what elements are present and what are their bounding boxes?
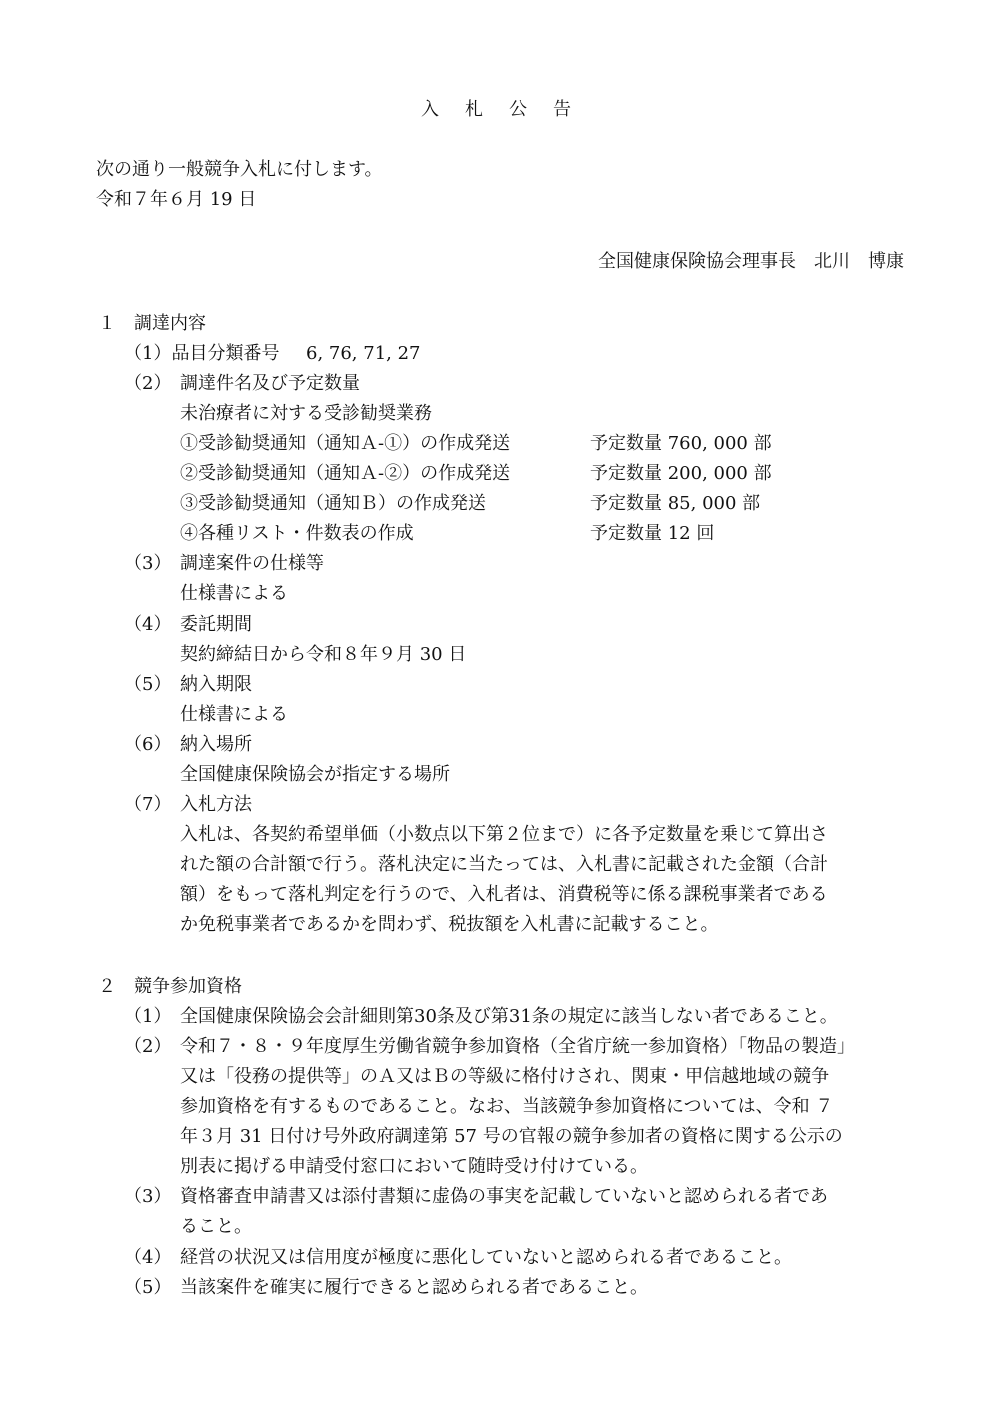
qualification-line: 全国健康保険協会会計細則第30条及び第31条の規定に該当しない者であること。	[180, 1006, 838, 1027]
item2-service: 未治療者に対する受診勧奨業務	[180, 403, 432, 424]
item1-value: 6, 76, 71, 27	[306, 343, 421, 364]
item7-body-line: 額）をもって落札判定を行うので、入札者は、消費税等に係る課税事業者である	[180, 884, 828, 905]
item6-body: 全国健康保険協会が指定する場所	[180, 764, 450, 785]
quantity-line-qty: 予定数量 200, 000 部	[590, 463, 772, 484]
item3-label: （3）	[124, 553, 172, 574]
qualification-line: 又は「役務の提供等」のＡ又はＢの等級に格付けされ、関東・甲信越地域の競争	[180, 1066, 830, 1087]
quantity-line-name: ③受診勧奨通知（通知Ｂ）の作成発送	[180, 493, 486, 514]
item3-title: 調達案件の仕様等	[180, 553, 324, 574]
quantity-line-qty: 予定数量 12 回	[590, 523, 715, 544]
quantity-line-name: ②受診勧奨通知（通知Ａ-②）の作成発送	[180, 463, 511, 484]
qualification-line: 参加資格を有するものであること。なお、当該競争参加資格については、令和 ７	[180, 1096, 834, 1117]
qualification-label: （1）	[124, 1006, 172, 1027]
qualification-label: （5）	[124, 1277, 172, 1298]
item5-body: 仕様書による	[180, 704, 288, 725]
item4-label: （4）	[124, 614, 172, 635]
item1-label: （1）品目分類番号	[124, 343, 280, 364]
intro-text: 次の通り一般競争入札に付します。	[96, 159, 383, 180]
item7-title: 入札方法	[180, 794, 252, 815]
item7-body-line: れた額の合計額で行う。落札決定に当たっては、入札書に記載された金額（合計	[180, 854, 828, 875]
quantity-line-qty: 予定数量 85, 000 部	[590, 493, 761, 514]
section2-heading: ２ 競争参加資格	[98, 976, 242, 997]
item6-title: 納入場所	[180, 734, 252, 755]
qualification-label: （3）	[124, 1186, 172, 1207]
item5-label: （5）	[124, 674, 172, 695]
item4-body: 契約締結日から令和８年９月 30 日	[180, 644, 467, 665]
item4-title: 委託期間	[180, 614, 252, 635]
qualification-line: 当該案件を確実に履行できると認められる者であること。	[180, 1277, 648, 1298]
item5-title: 納入期限	[180, 674, 252, 695]
notice-date: 令和７年６月 19 日	[96, 189, 257, 210]
item2-title: 調達件名及び予定数量	[180, 373, 360, 394]
section1-heading: １ 調達内容	[98, 313, 206, 334]
notice-title: 入札公告	[421, 99, 597, 120]
item2-label: （2）	[124, 373, 172, 394]
qualification-line: 年３月 31 日付け号外政府調達第 57 号の官報の競争参加者の資格に関する公示の	[180, 1126, 843, 1147]
qualification-label: （4）	[124, 1247, 172, 1268]
item3-body: 仕様書による	[180, 583, 288, 604]
item7-label: （7）	[124, 794, 172, 815]
item7-body-line: 入札は、各契約希望単価（小数点以下第２位まで）に各予定数量を乗じて算出さ	[180, 824, 828, 845]
quantity-line-qty: 予定数量 760, 000 部	[590, 433, 772, 454]
quantity-line-name: ①受診勧奨通知（通知Ａ-①）の作成発送	[180, 433, 511, 454]
item7-body-line: か免税事業者であるかを問わず、税抜額を入札書に記載すること。	[180, 914, 719, 935]
qualification-line: 別表に掲げる申請受付窓口において随時受け付けている。	[180, 1156, 648, 1177]
quantity-line-name: ④各種リスト・件数表の作成	[180, 523, 414, 544]
qualification-line: ること。	[180, 1216, 252, 1237]
qualification-line: 経営の状況又は信用度が極度に悪化していないと認められる者であること。	[180, 1247, 792, 1268]
item6-label: （6）	[124, 734, 172, 755]
issuer-name: 全国健康保険協会理事長 北川 博康	[598, 251, 904, 272]
qualification-label: （2）	[124, 1036, 172, 1057]
qualification-line: 令和７・８・９年度厚生労働省競争参加資格（全省庁統一参加資格）「物品の製造」	[180, 1036, 855, 1057]
qualification-line: 資格審査申請書又は添付書類に虚偽の事実を記載していないと認められる者であ	[180, 1186, 828, 1207]
